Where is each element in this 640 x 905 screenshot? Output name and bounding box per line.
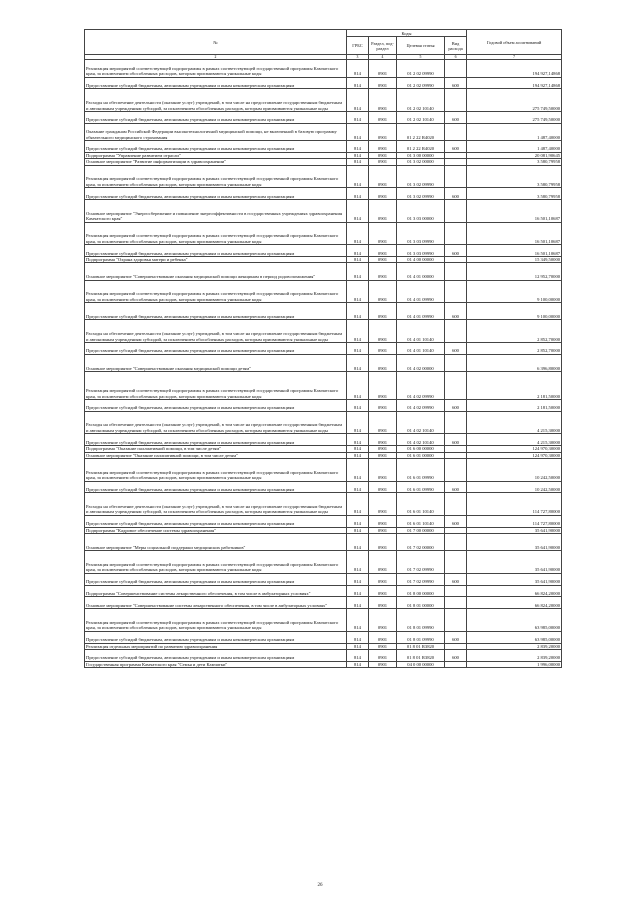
table-row [85, 597, 562, 609]
row-razdel: 0901 [369, 342, 397, 354]
razdel-header: Раздел, под-раздел [369, 37, 397, 55]
row-vid [445, 551, 467, 574]
celevaya-header: Целевая статья [397, 37, 445, 55]
row-sum: 124 970,30000 [467, 452, 562, 458]
row-vid: 600 [445, 399, 467, 411]
row-vid: 600 [445, 481, 467, 493]
table-row [85, 222, 562, 245]
row-name: Основное мероприятие "Оказание паллиативной помощи, в том числе детям" [85, 452, 347, 458]
row-grbs: 814 [347, 199, 369, 222]
row-grbs: 814 [347, 256, 369, 262]
row-celevaya: 01 7 02 00000 [397, 534, 445, 551]
row-grbs: 814 [347, 320, 369, 343]
row-razdel: 0901 [369, 199, 397, 222]
row-razdel: 0901 [369, 631, 397, 643]
row-name: Предоставление субсидий бюджетным, автономным учреждениям и иным некоммерческим организациям [85, 650, 347, 662]
table-row [85, 77, 562, 89]
row-sum: 1 487,40000 [467, 123, 562, 140]
row-sum: 6 396,80000 [467, 354, 562, 371]
row-sum: 35 641,90000 [467, 573, 562, 585]
table-row [85, 165, 562, 188]
grbs-header: ГРБС [347, 37, 369, 55]
row-name: Государственная программа Камчатского края "Семья и дети Камчатки" [85, 661, 347, 667]
row-sum: 2 181,50000 [467, 399, 562, 411]
row-razdel: 0901 [369, 256, 397, 262]
row-razdel: 0901 [369, 481, 397, 493]
row-razdel: 0901 [369, 245, 397, 257]
row-grbs: 814 [347, 573, 369, 585]
row-vid: 600 [445, 303, 467, 320]
row-vid: 600 [445, 140, 467, 152]
row-grbs: 814 [347, 280, 369, 303]
table-row [85, 573, 562, 585]
row-razdel: 0901 [369, 515, 397, 527]
row-sum: 20 081,90645 [467, 152, 562, 158]
row-sum: 35 641,90000 [467, 534, 562, 551]
row-sum: 9 100,00000 [467, 280, 562, 303]
row-grbs: 814 [347, 609, 369, 632]
row-sum: 63 985,00000 [467, 631, 562, 643]
table-row [85, 60, 562, 77]
colnum: 6 [445, 55, 467, 60]
row-razdel: 0901 [369, 371, 397, 399]
row-name: Оказание гражданам Российской Федерации высокотехнологичной медицинской помощи, не включенной в базовую программу обязательного медицинского страхования [85, 123, 347, 140]
row-name: Предоставление субсидий бюджетным, автономным учреждениям и иным некоммерческим организациям [85, 188, 347, 200]
row-grbs: 814 [347, 481, 369, 493]
row-sum: 66 824,20000 [467, 585, 562, 597]
row-celevaya: 01 4 01 00000 [397, 263, 445, 280]
row-celevaya: 01 6 01 10140 [397, 493, 445, 516]
row-razdel: 0901 [369, 458, 397, 481]
row-celevaya: 01 7 02 09990 [397, 551, 445, 574]
row-name: Основное мероприятие "Меры социальной поддержки медицинских работников" [85, 534, 347, 551]
row-sum: 4 215,30000 [467, 434, 562, 446]
row-grbs: 814 [347, 585, 369, 597]
row-razdel: 0901 [369, 534, 397, 551]
table-row [85, 371, 562, 399]
row-celevaya: 01 4 01 09990 [397, 303, 445, 320]
row-vid [445, 661, 467, 667]
row-name: Расходы на обеспечение деятельности (оказание услуг) учреждений, в том числе на предоставление государственным бюджетным и автономным учреждениям субсидий, за исключением обособленных расходов, которым присваиваются уникальные коды [85, 89, 347, 112]
row-grbs: 814 [347, 354, 369, 371]
table-row [85, 354, 562, 371]
row-vid [445, 320, 467, 343]
row-name: Реализация мероприятий соответствующей подпрограммы в рамках соответствующей государственной программы Камчатского края, за исключением обособленных расходов, которым присваиваются уникальные коды [85, 551, 347, 574]
row-grbs: 814 [347, 89, 369, 112]
row-razdel: 0901 [369, 609, 397, 632]
row-celevaya: 01 6 00 00000 [397, 446, 445, 452]
number-header: № [85, 30, 347, 55]
row-celevaya: 01 8 00 00000 [397, 585, 445, 597]
table-row [85, 458, 562, 481]
row-grbs: 814 [347, 222, 369, 245]
row-sum: 35 641,90000 [467, 527, 562, 533]
annual-header: Годовой объем ассигнований [467, 30, 562, 55]
table-row [85, 631, 562, 643]
row-razdel: 0901 [369, 411, 397, 434]
row-grbs: 814 [347, 263, 369, 280]
row-name: Реализация мероприятий соответствующей подпрограммы в рамках соответствующей государственной программы Камчатского края, за исключением обособленных расходов, которым присваиваются уникальные коды [85, 371, 347, 399]
row-grbs: 814 [347, 245, 369, 257]
row-celevaya: 01 2 22 R4020 [397, 123, 445, 140]
table-row [85, 650, 562, 662]
row-sum: 114 727,80000 [467, 515, 562, 527]
row-name: Подпрограмма "Оказание паллиативной помощи, в том числе детям" [85, 446, 347, 452]
budget-table [84, 29, 562, 668]
page-number: 26 [317, 883, 323, 888]
row-razdel: 0901 [369, 303, 397, 320]
colnum: 2 [85, 55, 347, 60]
row-name: Основное мероприятие "Совершенствование оказания медицинской помощи женщинам в период родовспоможения" [85, 263, 347, 280]
row-celevaya: 01 7 00 00000 [397, 527, 445, 533]
row-celevaya: 01 4 01 09990 [397, 280, 445, 303]
row-grbs: 814 [347, 551, 369, 574]
row-celevaya: 01 2 22 R4020 [397, 140, 445, 152]
row-sum: 4 215,30000 [467, 411, 562, 434]
row-sum: 1 996,00000 [467, 661, 562, 667]
row-sum: 3 580,79958 [467, 165, 562, 188]
row-sum: 2 852,70000 [467, 342, 562, 354]
colnum: 4 [369, 55, 397, 60]
row-sum: 275 749,50000 [467, 89, 562, 112]
row-name: Предоставление субсидий бюджетным, автономным учреждениям и иным некоммерческим организациям [85, 631, 347, 643]
table-row [85, 342, 562, 354]
row-name: Реализация мероприятий соответствующей подпрограммы в рамках соответствующей государственной программы Камчатского края, за исключением обособленных расходов, которым присваиваются уникальные коды [85, 60, 347, 77]
row-sum: 15 349,50000 [467, 256, 562, 262]
row-name: Основное мероприятие "Совершенствование оказания медицинской помощи детям" [85, 354, 347, 371]
row-grbs: 814 [347, 458, 369, 481]
row-name: Основное мероприятие "Совершенствование системы лекарственного обеспечения, в том числе в амбулаторных условиях" [85, 597, 347, 609]
row-name: Предоставление субсидий бюджетным, автономным учреждениям и иным некоммерческим организациям [85, 399, 347, 411]
row-razdel: 0901 [369, 597, 397, 609]
row-name: Предоставление субсидий бюджетным, автономным учреждениям и иным некоммерческим организациям [85, 481, 347, 493]
row-celevaya: 01 4 01 10140 [397, 320, 445, 343]
table-row [85, 89, 562, 112]
row-grbs: 814 [347, 342, 369, 354]
row-sum: 2 839,20000 [467, 643, 562, 649]
row-grbs: 814 [347, 303, 369, 320]
table-row [85, 434, 562, 446]
row-celevaya: 01 3 02 09990 [397, 188, 445, 200]
table-row [85, 111, 562, 123]
row-vid: 600 [445, 111, 467, 123]
table-row [85, 245, 562, 257]
table-row [85, 320, 562, 343]
row-celevaya: 01 2 02 09990 [397, 60, 445, 77]
row-grbs: 814 [347, 140, 369, 152]
row-vid [445, 493, 467, 516]
row-grbs: 814 [347, 152, 369, 158]
row-celevaya: 01 4 02 09990 [397, 399, 445, 411]
table-row [85, 609, 562, 632]
row-vid: 600 [445, 650, 467, 662]
row-celevaya: 01 8 01 R3820 [397, 643, 445, 649]
row-name: Реализация отдельных мероприятий по развитию здравоохранения [85, 643, 347, 649]
row-sum: 2 839,20000 [467, 650, 562, 662]
row-name: Подпрограмма "Кадровое обеспечение системы здравоохранения" [85, 527, 347, 533]
row-razdel: 0901 [369, 123, 397, 140]
row-razdel: 0901 [369, 263, 397, 280]
row-vid [445, 534, 467, 551]
row-name: Предоставление субсидий бюджетным, автономным учреждениям и иным некоммерческим организациям [85, 434, 347, 446]
row-celevaya: 01 3 03 09990 [397, 245, 445, 257]
row-name: Предоставление субсидий бюджетным, автономным учреждениям и иным некоммерческим организациям [85, 245, 347, 257]
row-vid: 600 [445, 515, 467, 527]
row-grbs: 814 [347, 515, 369, 527]
row-vid [445, 458, 467, 481]
row-razdel: 0901 [369, 165, 397, 188]
row-sum: 275 749,50000 [467, 111, 562, 123]
row-name: Реализация мероприятий соответствующей подпрограммы в рамках соответствующей государственной программы Камчатского края, за исключением обособленных расходов, которым присваиваются уникальные коды [85, 280, 347, 303]
row-celevaya: 01 6 01 00000 [397, 452, 445, 458]
row-celevaya: 01 3 02 00000 [397, 159, 445, 165]
row-razdel: 0901 [369, 222, 397, 245]
row-vid [445, 60, 467, 77]
row-celevaya: 01 8 01 R3820 [397, 650, 445, 662]
row-razdel: 0901 [369, 159, 397, 165]
row-celevaya: 01 6 01 09990 [397, 481, 445, 493]
row-vid [445, 199, 467, 222]
table-row [85, 551, 562, 574]
colnum: 7 [467, 55, 562, 60]
row-name: Реализация мероприятий соответствующей подпрограммы в рамках соответствующей государственной программы Камчатского края, за исключением обособленных расходов, которым присваиваются уникальные коды [85, 165, 347, 188]
row-name: Предоставление субсидий бюджетным, автономным учреждениям и иным некоммерческим организациям [85, 515, 347, 527]
row-celevaya: 01 4 02 09990 [397, 371, 445, 399]
row-grbs: 814 [347, 446, 369, 452]
row-sum: 63 985,00000 [467, 609, 562, 632]
row-sum: 3 580,79958 [467, 159, 562, 165]
row-grbs: 814 [347, 188, 369, 200]
table-row [85, 188, 562, 200]
row-grbs: 814 [347, 631, 369, 643]
row-celevaya: 01 4 02 10140 [397, 434, 445, 446]
row-razdel: 0901 [369, 493, 397, 516]
row-celevaya: 01 8 01 00000 [397, 597, 445, 609]
row-razdel: 0901 [369, 452, 397, 458]
row-razdel: 0901 [369, 60, 397, 77]
row-name: Расходы на обеспечение деятельности (оказание услуг) учреждений, в том числе на предоставление государственным бюджетным и автономным учреждениям субсидий, за исключением обособленных расходов, которым присваиваются уникальные коды [85, 411, 347, 434]
row-sum: 2 181,50000 [467, 371, 562, 399]
row-grbs: 814 [347, 60, 369, 77]
table-row [85, 140, 562, 152]
row-grbs: 814 [347, 77, 369, 89]
row-vid: 600 [445, 573, 467, 585]
row-razdel: 0901 [369, 643, 397, 649]
row-vid: 600 [445, 342, 467, 354]
row-sum: 124 970,30000 [467, 446, 562, 452]
row-vid [445, 609, 467, 632]
row-grbs: 814 [347, 111, 369, 123]
row-sum: 16 501,10687 [467, 245, 562, 257]
row-sum: 10 242,50000 [467, 458, 562, 481]
row-razdel: 0901 [369, 661, 397, 667]
row-celevaya: 01 3 03 00000 [397, 199, 445, 222]
row-celevaya: 01 8 01 09990 [397, 631, 445, 643]
table-row [85, 661, 562, 667]
row-name: Предоставление субсидий бюджетным, автономным учреждениям и иным некоммерческим организациям [85, 573, 347, 585]
row-grbs: 814 [347, 159, 369, 165]
row-grbs: 814 [347, 434, 369, 446]
row-celevaya: 04 0 00 00000 [397, 661, 445, 667]
table-row [85, 481, 562, 493]
row-vid [445, 585, 467, 597]
row-grbs: 814 [347, 123, 369, 140]
row-razdel: 0901 [369, 320, 397, 343]
row-name: Подпрограмма "Охрана здоровья матери и ребенка" [85, 256, 347, 262]
row-celevaya: 01 3 00 00000 [397, 152, 445, 158]
row-celevaya: 01 6 01 09990 [397, 458, 445, 481]
row-celevaya: 01 4 02 10140 [397, 411, 445, 434]
row-celevaya: 01 4 02 00000 [397, 354, 445, 371]
row-razdel: 0901 [369, 152, 397, 158]
row-grbs: 814 [347, 165, 369, 188]
row-grbs: 814 [347, 643, 369, 649]
row-name: Реализация мероприятий соответствующей подпрограммы в рамках соответствующей государственной программы Камчатского края, за исключением обособленных расходов, которым присваиваются уникальные коды [85, 222, 347, 245]
row-vid [445, 263, 467, 280]
row-name: Предоставление субсидий бюджетным, автономным учреждениям и иным некоммерческим организациям [85, 140, 347, 152]
row-vid [445, 89, 467, 112]
colnum: 5 [397, 55, 445, 60]
codes-header: Коды [347, 30, 467, 37]
row-celevaya: 01 2 02 10140 [397, 89, 445, 112]
row-sum: 9 100,00000 [467, 303, 562, 320]
row-grbs: 814 [347, 527, 369, 533]
row-vid [445, 597, 467, 609]
row-sum: 3 580,79958 [467, 188, 562, 200]
row-razdel: 0901 [369, 650, 397, 662]
row-grbs: 814 [347, 452, 369, 458]
row-sum: 10 242,50000 [467, 481, 562, 493]
row-vid [445, 354, 467, 371]
row-sum: 114 727,80000 [467, 493, 562, 516]
row-sum: 16 501,10687 [467, 222, 562, 245]
table-row [85, 515, 562, 527]
row-razdel: 0901 [369, 527, 397, 533]
row-vid [445, 371, 467, 399]
row-celevaya: 01 7 02 09990 [397, 573, 445, 585]
table-row [85, 199, 562, 222]
row-celevaya: 01 2 02 10140 [397, 111, 445, 123]
row-celevaya: 01 8 01 09990 [397, 609, 445, 632]
row-sum: 66 824,20000 [467, 597, 562, 609]
row-grbs: 814 [347, 399, 369, 411]
row-name: Предоставление субсидий бюджетным, автономным учреждениям и иным некоммерческим организациям [85, 342, 347, 354]
row-vid: 600 [445, 631, 467, 643]
table-row [85, 399, 562, 411]
row-vid [445, 411, 467, 434]
row-razdel: 0901 [369, 399, 397, 411]
row-sum: 2 852,70000 [467, 320, 562, 343]
row-vid: 600 [445, 434, 467, 446]
row-name: Реализация мероприятий соответствующей подпрограммы в рамках соответствующей государственной программы Камчатского края, за исключением обособленных расходов, которым присваиваются уникальные коды [85, 458, 347, 481]
row-vid [445, 222, 467, 245]
colnum: 3 [347, 55, 369, 60]
row-name: Предоставление субсидий бюджетным, автономным учреждениям и иным некоммерческим организациям [85, 77, 347, 89]
row-razdel: 0901 [369, 573, 397, 585]
row-grbs: 814 [347, 371, 369, 399]
row-celevaya: 01 3 03 09990 [397, 222, 445, 245]
row-grbs: 814 [347, 597, 369, 609]
row-razdel: 0901 [369, 188, 397, 200]
table-row [85, 123, 562, 140]
row-celevaya: 01 4 00 00000 [397, 256, 445, 262]
row-razdel: 0901 [369, 446, 397, 452]
row-grbs: 814 [347, 650, 369, 662]
row-sum: 16 501,10687 [467, 199, 562, 222]
table-row [85, 534, 562, 551]
table-row [85, 585, 562, 597]
row-sum: 35 641,90000 [467, 551, 562, 574]
table-row [85, 303, 562, 320]
row-vid [445, 280, 467, 303]
row-razdel: 0901 [369, 354, 397, 371]
row-celevaya: 01 2 02 09990 [397, 77, 445, 89]
row-vid [445, 123, 467, 140]
row-name: Реализация мероприятий соответствующей подпрограммы в рамках соответствующей государственной программы Камчатского края, за исключением обособленных расходов, которым присваиваются уникальные коды [85, 609, 347, 632]
row-razdel: 0901 [369, 280, 397, 303]
row-razdel: 0901 [369, 140, 397, 152]
row-celevaya: 01 4 01 10140 [397, 342, 445, 354]
row-name: Предоставление субсидий бюджетным, автономным учреждениям и иным некоммерческим организациям [85, 303, 347, 320]
row-razdel: 0901 [369, 89, 397, 112]
row-name: Подпрограмма "Управление развитием отрасли" [85, 152, 347, 158]
row-name: Предоставление субсидий бюджетным, автономным учреждениям и иным некоммерческим организациям [85, 111, 347, 123]
table-row [85, 280, 562, 303]
row-celevaya: 01 3 02 09990 [397, 165, 445, 188]
vid-header: Вид расхода [445, 37, 467, 55]
row-razdel: 0901 [369, 77, 397, 89]
row-grbs: 814 [347, 661, 369, 667]
table-row [85, 263, 562, 280]
row-celevaya: 01 6 01 10140 [397, 515, 445, 527]
row-name: Основное мероприятие "Энергосбережение и повышение энергоэффективности в государственных учреждениях здравоохранения Камчатского края" [85, 199, 347, 222]
table-row [85, 411, 562, 434]
row-vid: 600 [445, 77, 467, 89]
row-razdel: 0901 [369, 551, 397, 574]
row-grbs: 814 [347, 411, 369, 434]
row-name: Подпрограмма "Совершенствование системы лекарственного обеспечения, в том числе в амбулаторных условиях" [85, 585, 347, 597]
row-name: Основное мероприятие "Развитие информатизации в здравоохранении" [85, 159, 347, 165]
row-name: Расходы на обеспечение деятельности (оказание услуг) учреждений, в том числе на предоставление государственным бюджетным и автономным учреждениям субсидий, за исключением обособленных расходов, которым присваиваются уникальные коды [85, 320, 347, 343]
row-sum: 12 952,70000 [467, 263, 562, 280]
row-vid: 600 [445, 245, 467, 257]
row-vid [445, 165, 467, 188]
row-razdel: 0901 [369, 111, 397, 123]
row-razdel: 0901 [369, 585, 397, 597]
row-sum: 1 487,40000 [467, 140, 562, 152]
row-vid: 600 [445, 188, 467, 200]
table-row [85, 493, 562, 516]
row-sum: 194 927,14868 [467, 77, 562, 89]
row-grbs: 814 [347, 493, 369, 516]
document-page [84, 29, 561, 668]
row-sum: 194 927,14868 [467, 60, 562, 77]
row-razdel: 0901 [369, 434, 397, 446]
row-name: Расходы на обеспечение деятельности (оказание услуг) учреждений, в том числе на предоставление государственным бюджетным и автономным учреждениям субсидий, за исключением обособленных расходов, которым присваиваются уникальные коды [85, 493, 347, 516]
row-grbs: 814 [347, 534, 369, 551]
